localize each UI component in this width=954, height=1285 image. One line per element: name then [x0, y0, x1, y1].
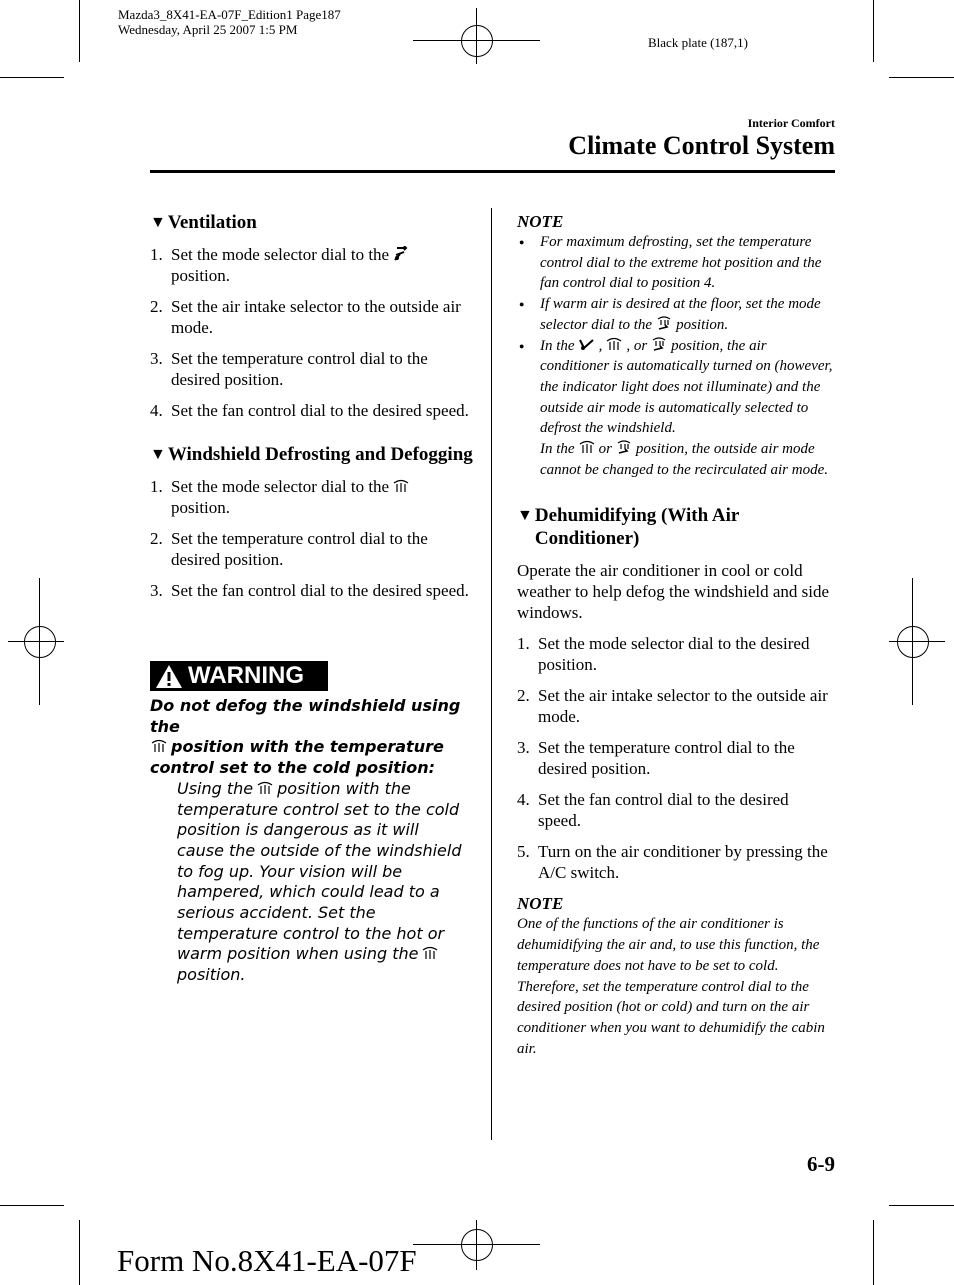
defrost-icon [256, 780, 274, 796]
left-column [150, 211, 475, 611]
list-item: 3. Set the temperature control dial to the desired position. [150, 349, 428, 389]
floor-defrost-icon [655, 315, 673, 331]
list-item: 3. Set the fan control dial to the desired speed. [150, 581, 469, 600]
list-item: 4. Set the fan control dial to the desired speed. [517, 790, 789, 831]
list-item: ● For maximum defrosting, set the temperature control dial to the extreme hot position and the fan control dial to position 4. [519, 234, 822, 292]
defrost-icon [421, 945, 439, 961]
list-item: ● If warm air is desired at the floor, set the mode selector dial to the position. [519, 296, 821, 333]
dehumidifying-heading: ▼ Dehumidifying (With Air Conditioner) [517, 505, 739, 550]
warning-detail: Using the position with the temperature control set to the cold position is dangerous as it will cause the outside of the windshield to fog up. Your vision will be hampered, which could lead to a serious accident. Set the temperature control to the hot or warm position when using theposition. [177, 778, 462, 985]
page-number: 6-9 [807, 1152, 835, 1176]
note-heading: NOTE [517, 212, 564, 231]
list-item: 2. Set the air intake selector to the outside air mode. [150, 297, 461, 337]
list-item: 1. Set the mode selector dial to the position. [150, 476, 475, 518]
floor-icon [578, 336, 596, 352]
warning-banner: WARNING [150, 661, 328, 691]
dehumidifying-steps [517, 633, 835, 883]
face-vent-icon [392, 246, 410, 262]
print-file-info: Mazda3_8X41-EA-07F_Edition1 Page187 Wednesday, April 25 2007 1:5 PM [118, 7, 341, 37]
right-column [517, 211, 835, 1059]
column-divider [491, 208, 492, 1140]
warning-text [150, 696, 470, 986]
plate-label: Black plate (187,1) [648, 35, 748, 50]
warning-icon [155, 664, 183, 689]
list-item: ● In the , , or position, the air conditioner is automatically turned on (however, the indicator light does not illuminate) and the outside air mode is automatically selected to defrost the windshield. In the or position, the outside air mode cannot be changed to the recirculated air mode. [519, 337, 833, 478]
list-item: 4. Set the fan control dial to the desired speed. [150, 401, 469, 420]
note-heading: NOTE [517, 894, 564, 914]
title-rule [150, 170, 835, 173]
defrost-icon [578, 439, 596, 455]
ventilation-steps [150, 244, 475, 421]
defrost-icon [605, 336, 623, 352]
note-list [517, 232, 835, 480]
page-title: Climate Control System [568, 131, 835, 160]
list-item: 3. Set the temperature control dial to the desired position. [517, 738, 795, 779]
list-item: 2. Set the temperature control dial to the desired position. [150, 529, 428, 569]
list-item: 1. Set the mode selector dial to the desired position. [517, 634, 810, 675]
defrost-heading: ▼ Windshield Defrosting and Defogging [150, 444, 473, 465]
defrost-steps [150, 476, 475, 601]
floor-defrost-icon [615, 439, 633, 455]
defrost-icon [150, 738, 168, 754]
note-text: One of the functions of the air conditioner is dehumidifying the air and, to use this function, the temperature does not have to be set to cold. Therefore, set the temperature control dial to the desired position (hot or cold) and turn on the air conditioner when you want to dehumidify the cabin air. [517, 916, 825, 1057]
section-label: Interior Comfort [747, 116, 835, 130]
list-item: 1. Set the mode selector dial to the position. [150, 244, 475, 286]
form-number: Form No.8X41-EA-07F [117, 1243, 417, 1278]
list-item: 5. Turn on the air conditioner by pressing the A/C switch. [517, 842, 828, 883]
list-item: 2. Set the air intake selector to the outside air mode. [517, 686, 828, 727]
ventilation-heading: ▼ Ventilation [150, 212, 257, 233]
warning-summary: Do not defog the windshield using the position with the temperature control set to the cold position: [150, 696, 461, 778]
dehumidifying-intro: Operate the air conditioner in cool or cold weather to help defog the windshield and side windows. [517, 561, 830, 623]
defrost-icon [392, 478, 410, 494]
floor-defrost-icon [650, 336, 668, 352]
